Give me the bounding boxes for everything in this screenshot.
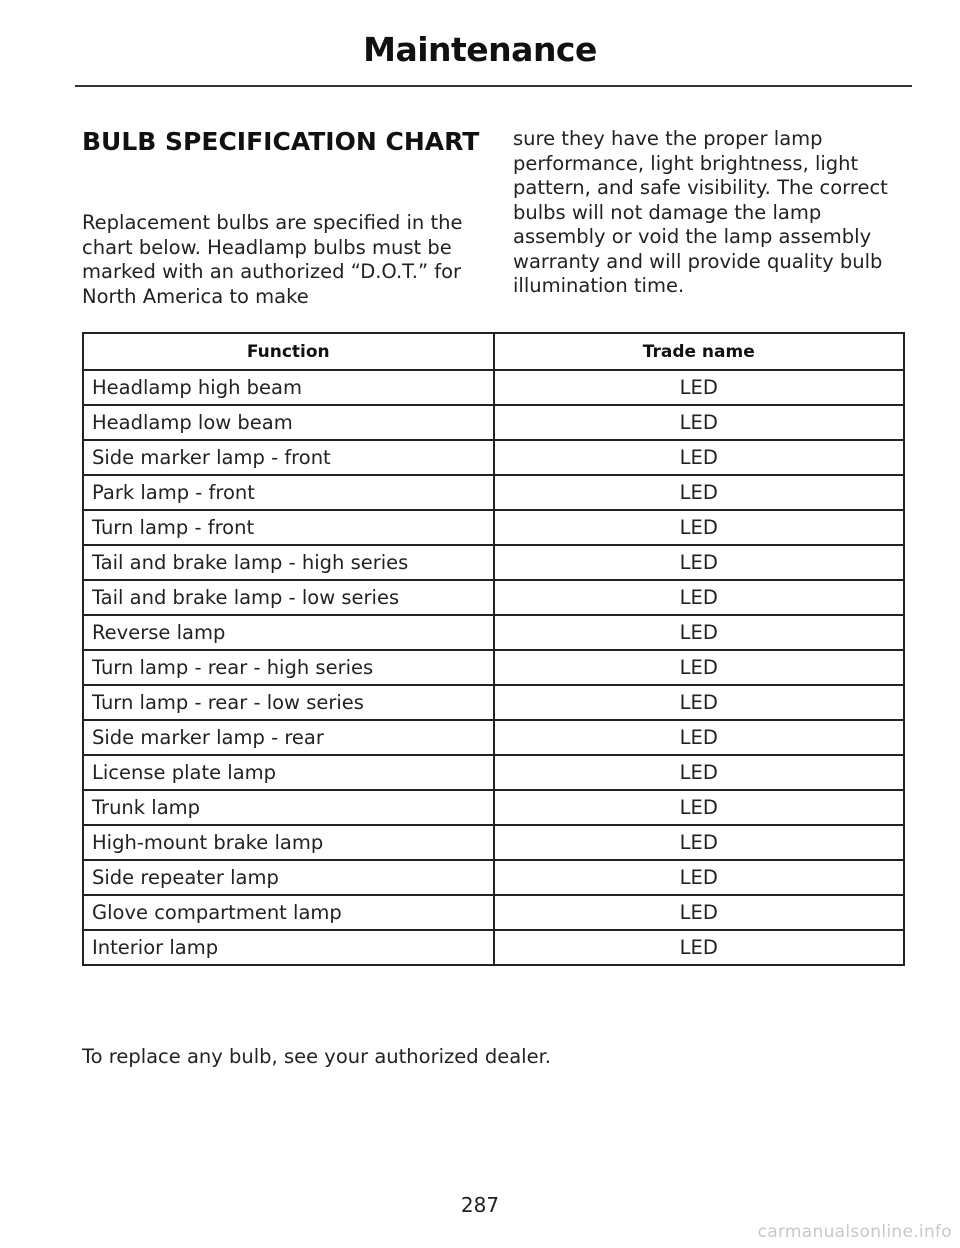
cell-function: Turn lamp - front (83, 510, 494, 545)
table-row (83, 685, 904, 720)
cell-trade-name: LED (494, 755, 905, 790)
cell-trade-name: LED (494, 370, 905, 405)
table-row (83, 790, 904, 825)
table-row (83, 755, 904, 790)
table-row (83, 510, 904, 545)
table-row (83, 650, 904, 685)
cell-trade-name: LED (494, 615, 905, 650)
table-row (83, 615, 904, 650)
table-row (83, 580, 904, 615)
footnote: To replace any bulb, see your authorized dealer. (82, 1045, 551, 1068)
cell-trade-name: LED (494, 685, 905, 720)
cell-trade-name: LED (494, 510, 905, 545)
page-header-title: Maintenance (363, 30, 597, 69)
cell-trade-name: LED (494, 930, 905, 965)
cell-function: Headlamp low beam (83, 405, 494, 440)
watermark-text: carmanualsonline.info (757, 1222, 952, 1242)
cell-function: Tail and brake lamp - low series (83, 580, 494, 615)
table-row (83, 370, 904, 405)
column-header-trade-name: Trade name (494, 333, 905, 370)
header-divider (75, 85, 912, 87)
cell-function: Turn lamp - rear - high series (83, 650, 494, 685)
cell-trade-name: LED (494, 405, 905, 440)
cell-trade-name: LED (494, 720, 905, 755)
page-number: 287 (460, 1193, 500, 1217)
cell-trade-name: LED (494, 440, 905, 475)
table-body (83, 370, 904, 965)
cell-trade-name: LED (494, 790, 905, 825)
cell-function: Headlamp high beam (83, 370, 494, 405)
table-row (83, 860, 904, 895)
table-row (83, 440, 904, 475)
bulb-specification-table (82, 332, 905, 966)
intro-paragraph-left: Replacement bulbs are specified in the chart below. Headlamp bulbs must be marked with an authorized “D.O.T.” for North America to make (82, 211, 463, 308)
table-header-row (83, 333, 904, 370)
cell-function: Turn lamp - rear - low series (83, 685, 494, 720)
cell-trade-name: LED (494, 545, 905, 580)
cell-trade-name: LED (494, 895, 905, 930)
cell-trade-name: LED (494, 475, 905, 510)
section-heading: BULB SPECIFICATION CHART (82, 127, 480, 156)
cell-function: Glove compartment lamp (83, 895, 494, 930)
cell-function: Trunk lamp (83, 790, 494, 825)
cell-function: Reverse lamp (83, 615, 494, 650)
cell-function: Side marker lamp - front (83, 440, 494, 475)
table-row (83, 475, 904, 510)
table-row (83, 930, 904, 965)
table-row (83, 405, 904, 440)
cell-function: High-mount brake lamp (83, 825, 494, 860)
table-row (83, 895, 904, 930)
cell-function: Side repeater lamp (83, 860, 494, 895)
table-row (83, 545, 904, 580)
cell-function: Park lamp - front (83, 475, 494, 510)
cell-trade-name: LED (494, 650, 905, 685)
intro-paragraph-right: sure they have the proper lamp performance, light brightness, light pattern, and safe visibility. The correct bulbs will not damage the lamp assembly or void the lamp assembly warranty and will provide quality bulb illumination time. (513, 127, 888, 297)
cell-trade-name: LED (494, 580, 905, 615)
table-row (83, 720, 904, 755)
cell-function: Interior lamp (83, 930, 494, 965)
table-row (83, 825, 904, 860)
cell-function: License plate lamp (83, 755, 494, 790)
cell-function: Tail and brake lamp - high series (83, 545, 494, 580)
cell-trade-name: LED (494, 860, 905, 895)
column-header-function: Function (83, 333, 494, 370)
cell-trade-name: LED (494, 825, 905, 860)
cell-function: Side marker lamp - rear (83, 720, 494, 755)
